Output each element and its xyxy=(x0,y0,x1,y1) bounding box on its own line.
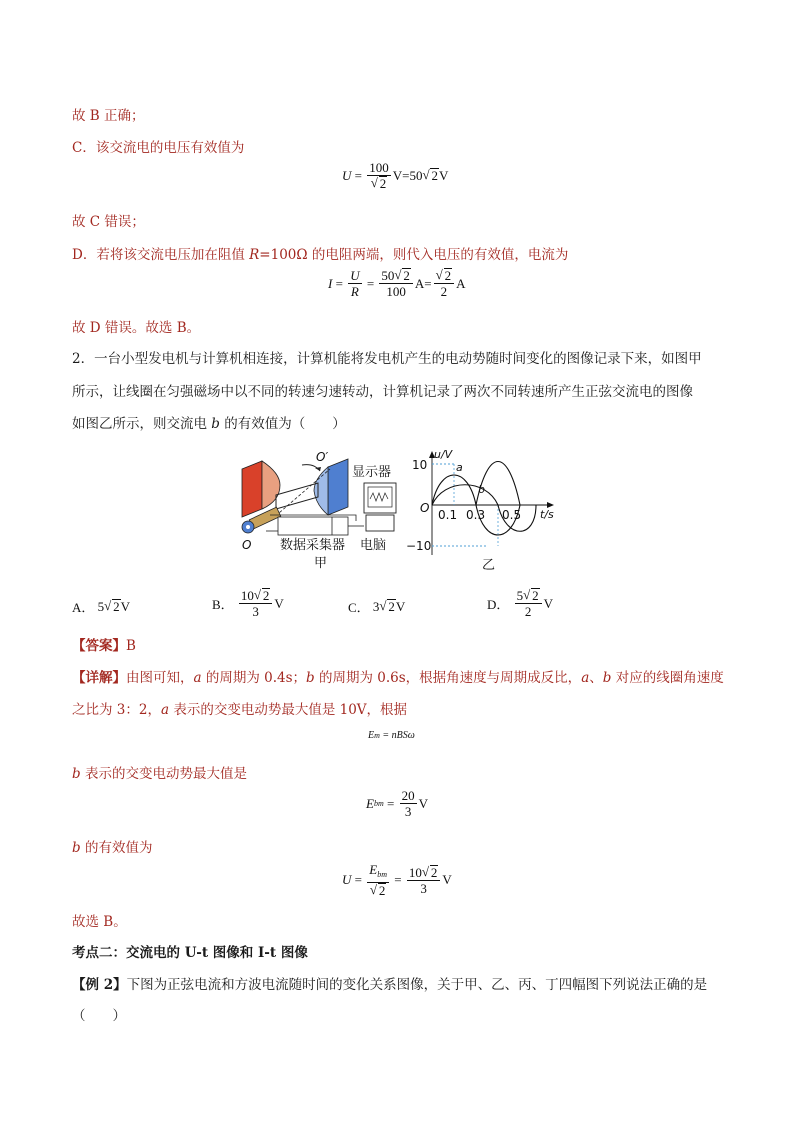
magnet-s-pole xyxy=(328,459,348,515)
computer-label: 电脑 xyxy=(360,538,387,553)
text-line-c-wrong: 故 C 错误； xyxy=(72,214,145,230)
figure-b-caption: 乙 xyxy=(482,558,496,573)
text-line-b-correct: 故 B 正确； xyxy=(72,108,145,124)
answer-line: 【答案】B xyxy=(72,638,136,654)
equation-current: I = $\frac{U}{R}$ = 50 √ 2 100 A= √ 2 2 A xyxy=(328,267,466,299)
choose-line: 故选 B。 xyxy=(72,914,127,930)
x-tick-0-3: 0.3 xyxy=(466,508,486,522)
curve-b-label: b xyxy=(478,483,485,496)
example-2-line-1: 【例 2】下图为正弦电流和方波电流随时间的变化关系图像，关于甲、乙、丙、丁四幅图下列说法正确的是 xyxy=(72,977,708,993)
section-heading: 考点二：交流电的 U-t 图像和 I-t 图像 xyxy=(72,945,308,961)
y-axis-label: u/V xyxy=(434,448,453,461)
example-2-line-2: （ ） xyxy=(72,1008,126,1024)
magnet-n-pole xyxy=(242,461,262,517)
equation-em: E m = nBSω xyxy=(368,730,415,741)
u-t-graph xyxy=(406,448,554,573)
collector-label: 数据采集器 xyxy=(280,538,346,553)
axis-o-label: O xyxy=(242,538,252,552)
figure-generator-and-graph xyxy=(236,445,566,575)
x-tick-0-5: 0.5 xyxy=(502,508,522,522)
x-axis-label: t/s xyxy=(540,508,554,521)
equation-ebm: E bm = $\frac{20}{3}$ V xyxy=(366,788,428,819)
text-line-c-heading: C．该交流电的电压有效值为 xyxy=(72,140,245,156)
detail-line-2: 之比为 3：2，a 表示的交变电动势最大值是 10V，根据 xyxy=(72,702,408,718)
question-2-line-2: 所示，让线圈在匀强磁场中以不同的转速匀速转动，计算机记录了两次不同转速所产生正弦交流电的图像 xyxy=(72,384,693,400)
option-c[interactable]: C． 3 √ 2 V xyxy=(348,597,406,615)
option-a[interactable]: A． 5 √ 2 V xyxy=(72,597,131,615)
y-tick-top: 10 xyxy=(412,458,428,472)
question-2-line-3: 如图乙所示，则交流电 b 的有效值为（ ） xyxy=(72,416,346,432)
display-label: 显示器 xyxy=(352,465,392,480)
axis-o-prime-label: O′ xyxy=(316,450,329,464)
computer-case xyxy=(366,515,394,531)
data-collector-box xyxy=(278,517,348,535)
b-max-line: b 表示的交变电动势最大值是 xyxy=(72,766,247,782)
curve-a-label: a xyxy=(456,461,463,474)
origin-label: O xyxy=(420,501,430,515)
question-2-line-1: 2．一台小型发电机与计算机相连接，计算机能将发电机产生的电动势随时间变化的图像记录下来，如图甲 xyxy=(72,351,702,367)
y-tick-bottom: −10 xyxy=(406,539,432,553)
text-line-d-wrong: 故 D 错误。故选 B。 xyxy=(72,320,201,336)
x-tick-0-1: 0.1 xyxy=(438,508,458,522)
b-effective-line: b 的有效值为 xyxy=(72,840,153,856)
figure-a-caption: 甲 xyxy=(314,556,328,571)
option-d[interactable]: D． 5 √ 2 2 V xyxy=(487,587,554,619)
equation-u-b: U = $E_{bm}$ √ 2 = 10 √ 2 3 V xyxy=(342,862,452,898)
text-line-d-heading: D．若将该交流电压加在阻值 R=100Ω 的电阻两端，则代入电压的有效值，电流为 xyxy=(72,247,569,263)
equation-u-effective: U = 100 √ 2 V=50 √ 2 V xyxy=(342,160,449,191)
detail-line-1: 【详解】由图可知，a 的周期为 0.4s；b 的周期为 0.6s，根据角速度与周期成反比，a、b 对应的线圈角速度 xyxy=(72,670,724,686)
option-b[interactable]: B． 10 √ 2 3 V xyxy=(212,587,284,619)
